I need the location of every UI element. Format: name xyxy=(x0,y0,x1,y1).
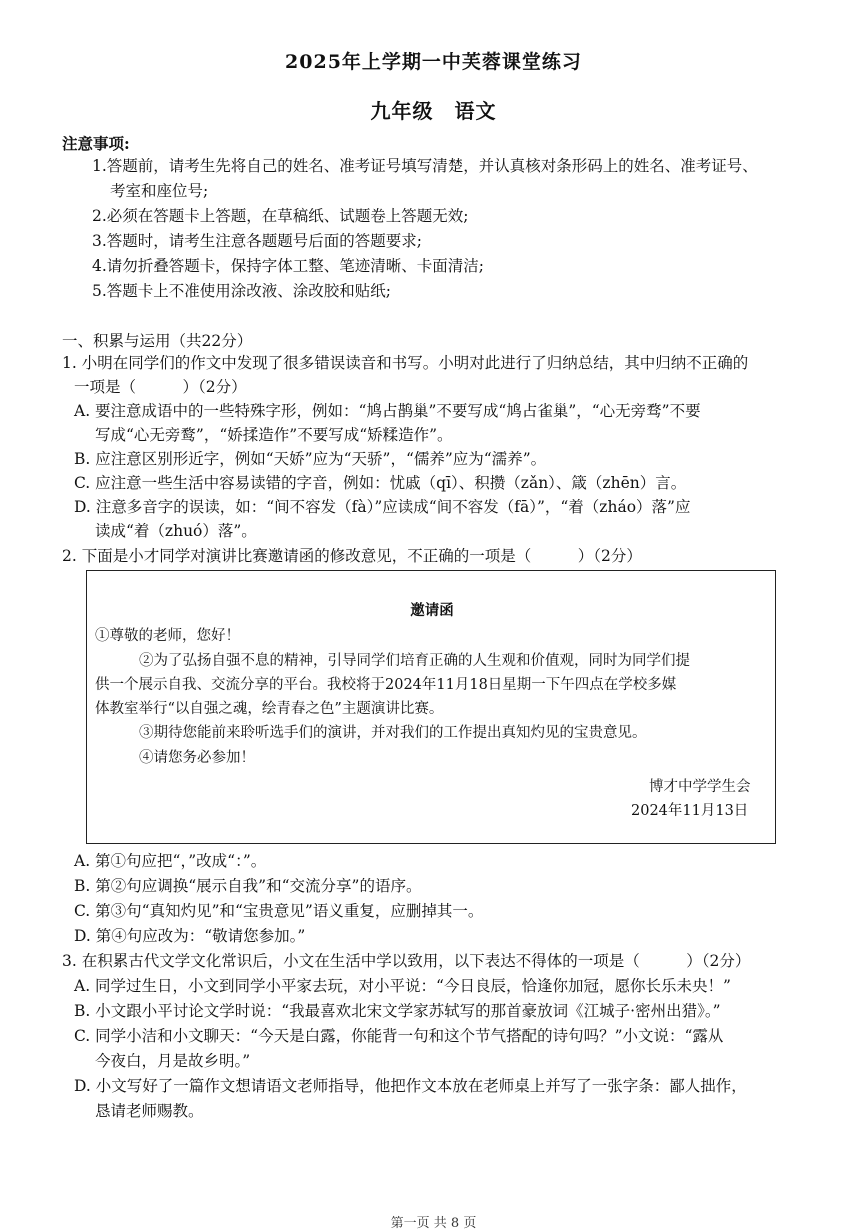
q1-option-a: 写成“心无旁鹜”，“娇揉造作”不要写成“矫糅造作”。 xyxy=(95,426,453,444)
q3-option-b: B. 小文跟小平讨论文学时说：“我最喜欢北宋文学家苏轼写的那首豪放词《江城子·密州出猎》。” xyxy=(74,1002,721,1020)
q3-option-a: A. 同学过生日，小文到同学小平家去玩，对小平说：“今日良辰，恰逢你加冠，愿你长乐未央！” xyxy=(74,977,731,995)
exam-subtitle: 九年级 语文 xyxy=(370,99,497,123)
page-number: 第一页 共 8 页 xyxy=(390,1216,477,1231)
q2-option-a: A. 第①句应把“，”改成“：”。 xyxy=(74,852,267,870)
letter-line: ④请您务必参加！ xyxy=(139,750,255,766)
invitation-letter-box xyxy=(86,570,776,844)
q2-stem: 2. 下面是小才同学对演讲比赛邀请函的修改意见，不正确的一项是（ ）（2分） xyxy=(62,547,642,565)
letter-line: 供一个展示自我、交流分享的平台。我校将于2024年11月18日星期一下午四点在学校多媒 xyxy=(95,677,677,693)
q1-option-c: C. 应注意一些生活中容易读错的字音，例如：忧戚（qī）、积攒（zǎn）、箴（zhēn）言。 xyxy=(74,474,687,492)
letter-line: ②为了弘扬自强不息的精神，引导同学们培育正确的人生观和价值观，同时为同学们提 xyxy=(139,653,690,669)
letter-line: 体教室举行“以自强之魂，绘青春之色”主题演讲比赛。 xyxy=(95,701,444,717)
note-item: 5.答题卡上不准使用涂改液、涂改胶和贴纸; xyxy=(92,282,392,300)
note-item: 考室和座位号; xyxy=(110,182,209,200)
q1-stem: 一项是（ ）（2分） xyxy=(74,378,247,396)
letter-date: 2024年11月13日 xyxy=(631,803,749,819)
q1-option-d: D. 注意多音字的误读，如：“间不容发（fà）”应读成“间不容发（fā）”，“着（zháo）落”应 xyxy=(74,498,691,516)
q3-option-d: 恳请老师赐教。 xyxy=(95,1102,204,1120)
q2-option-d: D. 第④句应改为：“敬请您参加。” xyxy=(74,927,306,945)
q3-option-c: C. 同学小洁和小文聊天：“今天是白露，你能背一句和这个节气搭配的诗句吗？”小文说：“露从 xyxy=(74,1027,724,1045)
q1-option-b: B. 应注意区别形近字，例如“天娇”应为“天骄”，“儒养”应为“濡养”。 xyxy=(74,450,547,468)
exam-title: 2025年上学期一中芙蓉课堂练习 xyxy=(285,51,582,73)
letter-line: ①尊敬的老师，您好！ xyxy=(95,628,240,644)
letter-signature: 博才中学学生会 xyxy=(649,779,751,795)
q1-stem: 1. 小明在同学们的作文中发现了很多错误读音和书写。小明对此进行了归纳总结，其中归纳不正确的 xyxy=(62,354,749,372)
q3-stem: 3. 在积累古代文学文化常识后，小文在生活中学以致用，以下表达不得体的一项是（ ）（2分） xyxy=(62,952,751,970)
note-item: 3.答题时，请考生注意各题题号后面的答题要求; xyxy=(92,232,423,250)
q3-option-c: 今夜白，月是故乡明。” xyxy=(95,1052,251,1070)
q2-option-b: B. 第②句应调换“展示自我”和“交流分享”的语序。 xyxy=(74,877,422,895)
letter-title: 邀请函 xyxy=(410,602,454,619)
notes-heading: 注意事项: xyxy=(62,134,130,153)
letter-line: ③期待您能前来聆听选手们的演讲，并对我们的工作提出真知灼见的宝贵意见。 xyxy=(139,725,647,741)
q1-option-d: 读成“着（zhuó）落”。 xyxy=(95,522,257,540)
note-item: 2.必须在答题卡上答题，在草稿纸、试题卷上答题无效; xyxy=(92,207,469,225)
note-item: 4.请勿折叠答题卡，保持字体工整、笔迹清晰、卡面清洁; xyxy=(92,257,485,275)
note-item: 1.答题前，请考生先将自己的姓名、准考证号填写清楚，并认真核对条形码上的姓名、准考证号、 xyxy=(92,157,758,175)
section-heading: 一、积累与运用（共22分） xyxy=(62,332,253,350)
q3-option-d: D. 小文写好了一篇作文想请语文老师指导，他把作文本放在老师桌上并写了一张字条：鄙人拙作， xyxy=(74,1077,747,1095)
q1-option-a: A. 要注意成语中的一些特殊字形，例如：“鸠占鹊巢”不要写成“鸠占雀巢”，“心无旁骛”不要 xyxy=(74,402,701,420)
q2-option-c: C. 第③句“真知灼见”和“宝贵意见”语义重复，应删掉其一。 xyxy=(74,902,484,920)
